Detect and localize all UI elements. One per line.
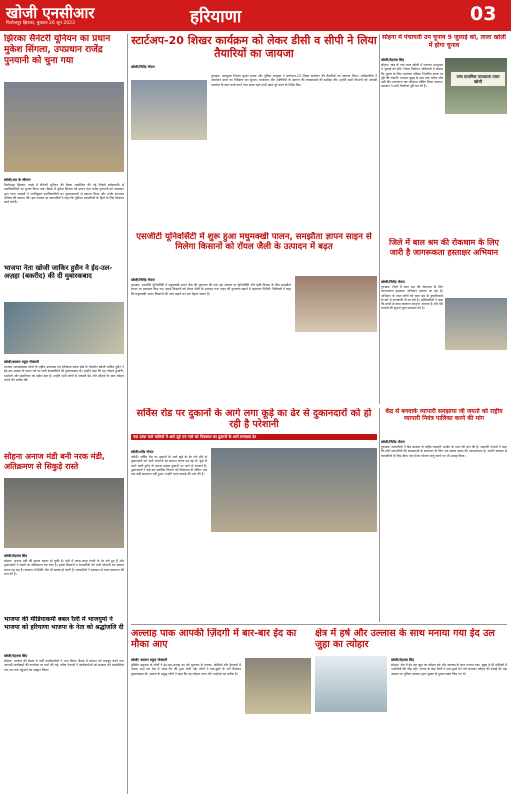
column-divider bbox=[379, 408, 380, 622]
news-photo bbox=[4, 478, 124, 548]
article-a5 bbox=[381, 34, 507, 234]
headline: केंद्र से बनवाके व्यापारी समझाया जी जयतो को राष्ट्रीय व्यापारी नियंत्र पालिका करने की मांग bbox=[385, 408, 503, 423]
section-title: हरियाणा bbox=[190, 7, 242, 27]
column-divider bbox=[127, 34, 128, 794]
news-photo bbox=[245, 658, 311, 714]
byline: खोजी/बसरूर राहुल गोस्वामी bbox=[4, 360, 40, 364]
article-a6 bbox=[381, 238, 507, 404]
headline: स्टार्टअप-20 शिखर कार्यक्रम को लेकर डीसी व सीपी ने लिया तैयारियों का जायजा bbox=[131, 34, 377, 60]
byline: खोजी/जितेंद्र गोयल bbox=[131, 278, 155, 282]
article-body: गुरुग्राम: एसजीटी यूनिवर्सिटी में मधुमक्खी पालन केंद्र की शुरुआत की गई। इस अवसर पर यूनिवर्सिटी और कृषि विभाग के बीच समझौता ज्ञापन पर हस्ताक्षर किए गए। इससे किसानों को रॉयल जैली के उत्पादन तथा शहद की गुणवत्ता बढ़ाने में सहायता मिलेगी। विशेषज्ञों ने कहा कि मधुमक्खी पालन किसानों की आय बढ़ाने का एक बेहतर साधन है। bbox=[131, 283, 291, 296]
headline: क्षेत्र में हर्ष और उल्लास के साथ मनाया गया ईद उल जुहा का त्योहार bbox=[315, 628, 495, 651]
article-a10 bbox=[4, 616, 124, 796]
divider bbox=[131, 624, 507, 625]
news-photo bbox=[131, 80, 207, 140]
article-a3 bbox=[131, 34, 377, 229]
article-body: सोहना: खंड के गांव ताला खोली में पंचायत उपचुनाव 9 जुलाई को होंगे। जिला निर्वाचन अधिकारी ने बताया कि चुनाव के लिए नामांकन प्रक्रिया निर्धारित समय पर पूरी की जाएगी। मतदान सुबह से शाम तक चलेगा और उसी दिन मतगणना कर परिणाम घोषित किया जाएगा। प्रशासन ने सभी तैयारियां पूरी कर ली हैं। bbox=[381, 63, 443, 89]
article-a7 bbox=[4, 452, 124, 612]
news-photo bbox=[4, 82, 124, 172]
headline: जिले में बाल श्रम की रोकथाम के लिए जारी है जागरूकता हस्ताक्षर अभियान bbox=[389, 238, 499, 257]
headline: सोहना में पंचायती उप चुनाव 9 जुलाई को, ताला खोली में होगा चुनाव bbox=[381, 34, 507, 49]
byline: खोजी/धर्मेंद्र गोयल bbox=[131, 450, 154, 454]
article-a12 bbox=[315, 628, 507, 796]
date-line: फिरोजपुर झिरका, बुधवार 26 जून 2023 bbox=[6, 21, 75, 26]
article-body: सोहना: भाजपा की बैठक में पार्टी कार्यकर्ताओं ने भाग लिया। बैठक में संगठन को मजबूत करने तथा आगामी कार्यक्रमों की रूपरेखा पर चर्चा की गई। वरिष्ठ नेताओं ने कार्यकर्ताओं को सरकार की उपलब्धियां जन-जन तक पहुंचाने का आह्वान किया। bbox=[4, 659, 124, 672]
byline: खोजी/मेहताब सिंह bbox=[381, 58, 405, 62]
headline: भाजपा की मीडियाकर्मी बबल रैली में भाजयुमो ने भाजपा को हरियाणा भाजपा के नेता को श्रद्धांजलि दी bbox=[4, 616, 124, 631]
article-body: भाजपा अल्पसंख्यक मोर्चा के राष्ट्रीय उपाध्यक्ष एवं हरियाणा वक्फ बोर्ड के चेयरमैन खोजी जाकिर हुसैन ने ईद-उल-अज़हा के पावन पर्व पर सभी देशवासियों को मुबारकबाद दी। उन्होंने कहा कि यह त्योहार कुर्बानी, भाईचारे और इंसानियत का संदेश देता है। उन्होंने सभी लोगों से आपसी प्रेम और सौहार्द के साथ त्योहार मनाने की अपील की। bbox=[4, 365, 124, 382]
headline: सर्विस रोड पर दुकानों के आगे लगा कूड़े का ढेर से दुकानदारों को हो रही है परेशानी bbox=[136, 408, 372, 431]
article-body: पटौदी: सर्विस रोड पर दुकानों के आगे कूड़े के ढेर लगे होने से दुकानदारों को भारी परेशानी का सामना करना पड़ रहा है। कूड़े से उठने वाली दुर्गंध के कारण ग्राहक दुकानों पर आने से कतराते हैं। दुकानदारों ने कई बार संबंधित विभाग को शिकायत दी लेकिन अब तक कोई समाधान नहीं हुआ। उन्होंने जल्द सफाई की मांग की है। bbox=[131, 455, 207, 477]
byline: खोजी/मेहताब सिंह bbox=[4, 654, 28, 658]
article-body: फिरोजपुर झिरका: कस्बे में सैनेटरी यूनियन की बैठक आयोजित की गई जिसमें सर्वसम्मति से पदाधिकारियों का चुनाव किया गया। बैठक में मुकेश सिंगला को प्रधान तथा राजेंद्र पुनयानी को उपप्रधान चुना गया। सदस्यों ने नवनियुक्त पदाधिकारियों का फूलमालाओं से स्वागत किया और उनके उज्ज्वल भविष्य की कामना की। इस अवसर पर व्यापारियों ने कहा कि यूनियन व्यापारियों के हितों के लिए मिलकर कार्य करेगी। bbox=[4, 183, 124, 205]
article-body: गुरुग्राम: व्यापारियों ने केंद्र सरकार से राष्ट्रीय व्यापारी आयोग के गठन की मांग की है। व्यापारी नेताओं ने कहा कि छोटे व्यापारियों की समस्याओं के समाधान के लिए एक स्वतंत्र संस्था की आवश्यकता है। उन्होंने सरकार से व्यापारियों के लिए बीमा तथा पेंशन योजना लागू करने का भी आग्रह किया। bbox=[381, 445, 507, 458]
article-a4 bbox=[131, 232, 377, 404]
byline: खोजी/मेहताब सिंह bbox=[4, 554, 28, 558]
page-number: 03 bbox=[470, 3, 497, 25]
article-a9 bbox=[381, 408, 507, 622]
news-photo bbox=[4, 302, 124, 354]
article-body: मुस्लिम समुदाय के लोगों ने ईद-उल-अज़हा का पर्व धूमधाम से मनाया। मस्जिदों और ईदगाहों में नमाज अदा कर देश में अमन-चैन की दुआ मांगी गई। लोगों ने एक-दूसरे के गले मिलकर मुबारकबाद दी। समाज के प्रबुद्ध लोगों ने कहा कि यह त्योहार त्याग और भाईचारे का प्रतीक है। bbox=[131, 663, 241, 676]
byline: खोजी/जितेंद्र गोयल bbox=[381, 280, 405, 284]
article-a2 bbox=[4, 264, 124, 450]
headline: अल्लाह पाक आपकी ज़िंदगी में बार-बार ईद का मौका आए bbox=[131, 628, 297, 651]
byline: खोजी/जितेंद्र गोयल bbox=[131, 65, 155, 69]
article-body: सोहना: क्षेत्र में ईद उल जुहा का त्योहार हर्ष और उल्लास के साथ मनाया गया। सुबह से ही मस्जिदों में नमाजियों की भीड़ रही। नमाज के बाद लोगों ने एक-दूसरे को गले लगाकर त्योहार की बधाई दी। इस अवसर पर पुलिस प्रशासन द्वारा सुरक्षा के पुख्ता प्रबंध किए गए थे। bbox=[391, 663, 507, 676]
article-body: गुरुग्राम: जिले में बाल श्रम की रोकथाम के लिए जागरूकता हस्ताक्षर अभियान चलाया जा रहा है। अभियान के तहत लोगों को बाल श्रम के दुष्परिणामों के बारे में जानकारी दी जा रही है। अधिकारियों ने कहा कि बच्चों से काम करवाना कानूनन अपराध है और ऐसे मामलों की सूचना तुरंत प्रशासन को दें। bbox=[381, 285, 443, 311]
headline: झिरका सैनेटरी यूनियन का प्रधान मुकेश सिंगला, उपप्रधान राजेंद्र पुनयानी को चुना गया bbox=[4, 34, 111, 66]
sign-text: उच्च प्राथमिक पाठशाला ताला खोली bbox=[451, 72, 505, 86]
byline: खोजी/मेहताब सिंह bbox=[391, 658, 415, 662]
article-a8 bbox=[131, 408, 377, 622]
news-photo bbox=[295, 276, 377, 332]
byline: खोजी/जितेंद्र गोयल bbox=[381, 440, 405, 444]
divider bbox=[0, 30, 511, 31]
byline: खोजी/आर के जीनगर bbox=[4, 178, 31, 182]
byline: खोजी/ बसरूर राहुल गोस्वामी bbox=[131, 658, 168, 662]
article-body: गुरुग्राम: उपायुक्त निशांत कुमार यादव और पुलिस आयुक्त ने स्टार्टअप-20 शिखर सम्मेलन की तैयारियों का जायजा लिया। अधिकारियों ने आयोजन स्थल का निरीक्षण कर सुरक्षा, यातायात और अतिथियों के स्वागत की व्यवस्थाओं की समीक्षा की। उन्होंने सभी विभागों को आपसी तालमेल के साथ कार्य करने तथा समय रहते सभी प्रबंध पूरे करने के निर्देश दिए। bbox=[211, 74, 377, 87]
headline: एसजीटी यूनिवर्सिटी में शुरू हुआ मधुमक्खी पालन, समझौता ज्ञापन साइन से मिलेगा किसानों को रॉयल जैली के उत्पादन में बढ़त bbox=[136, 232, 372, 253]
school-sign-photo bbox=[445, 58, 507, 114]
news-photo bbox=[211, 448, 377, 532]
news-photo bbox=[445, 298, 507, 350]
headline: भाजपा नेता खोजी जाकिर हुसैन ने ईद-उल-अज़हा (बकरीद) की दी मुबारकबाद bbox=[4, 264, 113, 281]
masthead bbox=[0, 0, 511, 30]
mosque-photo bbox=[315, 656, 387, 712]
column-divider bbox=[379, 34, 380, 404]
subhead: नया ढांचा नाले नालियों में आटे लूटे एवं नाले को निकलता का दुकानों के आगे लगवाया ढेर bbox=[131, 434, 377, 441]
headline: सोहना अनाज मंडी बनी नरक मंडी, अतिक्रमण से सिकुड़े रास्ते bbox=[4, 452, 105, 471]
paper-name: खोजी एनसीआर bbox=[6, 4, 95, 22]
article-body: सोहना: अनाज मंडी की हालत बदतर हो चुकी है। मंडी में जगह-जगह गंदगी के ढेर लगे हुए हैं और दुकानदारों ने रास्तों पर अतिक्रमण कर रखा है। इससे किसानों व व्यापारियों को भारी परेशानी का सामना करना पड़ रहा है। बरसात में स्थिति और भी खराब हो जाती है। व्यापारियों ने प्रशासन से जल्द समाधान की मांग की है। bbox=[4, 559, 124, 576]
article-a11 bbox=[131, 628, 311, 796]
